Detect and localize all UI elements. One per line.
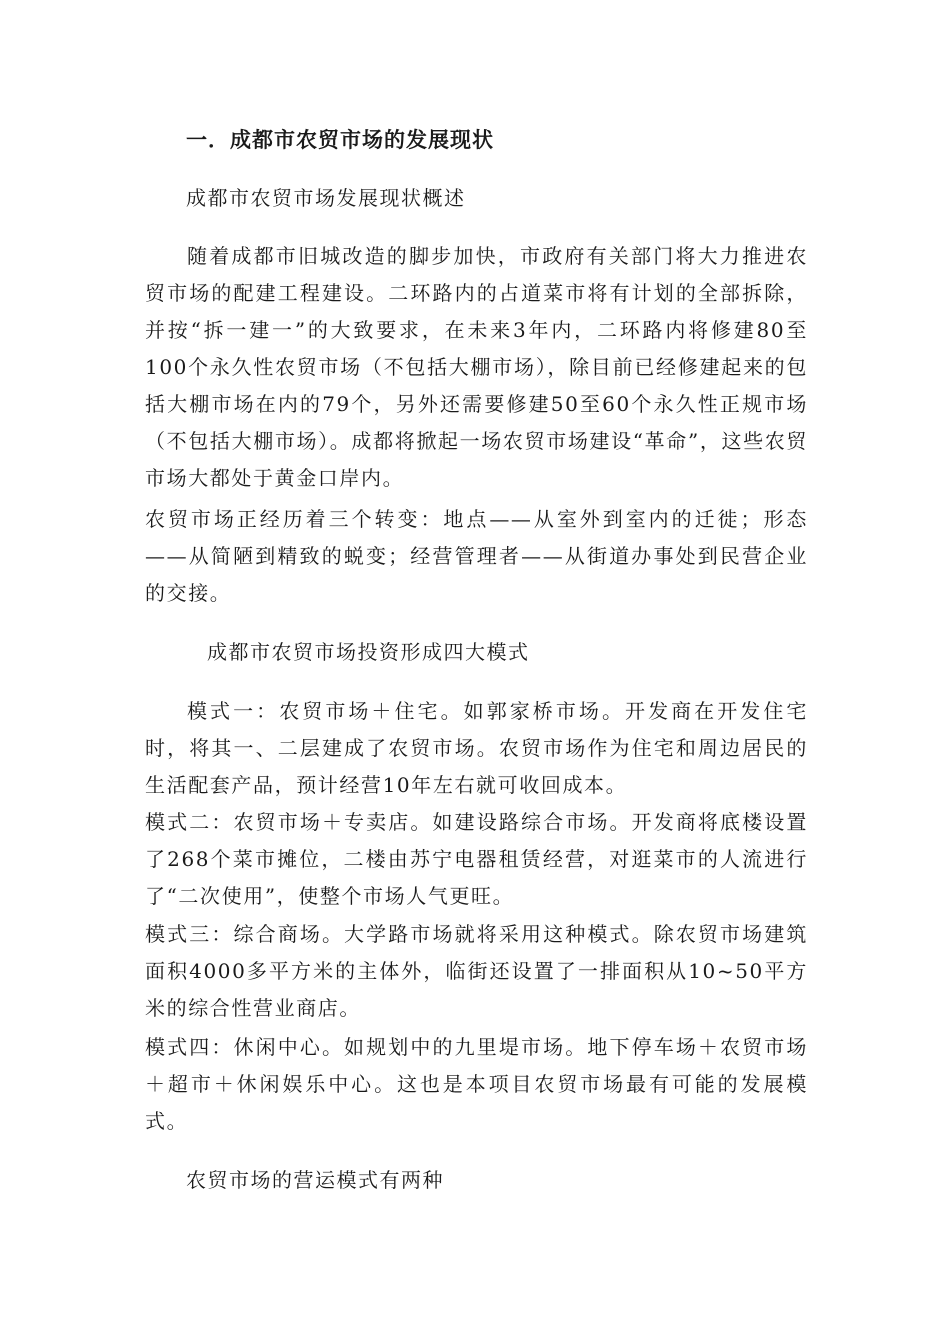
model-3-paragraph: 模式三：综合商场。大学路市场就将采用这种模式。除农贸市场建筑面积4000多平方米的主体外，临街还设置了一排面积从10~50平方米的综合性营业商店。 [145,922,808,1020]
model-1-paragraph: 模式一：农贸市场＋住宅。如郭家桥市场。开发商在开发住宅时，将其一、二层建成了农贸市场。农贸市场作为住宅和周边居民的生活配套产品，预计经营10年左右就可收回成本。 [145,699,808,797]
overview-subtitle: 成都市农贸市场发展现状概述 [186,186,466,210]
model-4-paragraph: 模式四：休闲中心。如规划中的九里堤市场。地下停车场＋农贸市场＋超市＋休闲娱乐中心。这也是本项目农贸市场最有可能的发展模式。 [145,1035,808,1133]
models-subtitle: 成都市农贸市场投资形成四大模式 [207,640,530,664]
operations-subtitle: 农贸市场的营运模式有两种 [186,1168,444,1192]
model-2-paragraph: 模式二：农贸市场＋专卖店。如建设路综合市场。开发商将底楼设置了268个菜市摊位，二楼由苏宁电器租赁经营，对逛菜市的人流进行了“二次使用”，使整个市场人气更旺。 [145,810,808,908]
section-heading: 一．成都市农贸市场的发展现状 [186,127,494,152]
overview-paragraph-2: 农贸市场正经历着三个转变：地点——从室外到室内的迁徙；形态——从简陋到精致的蜕变；经营管理者——从街道办事处到民营企业的交接。 [145,507,808,605]
overview-paragraph-1: 随着成都市旧城改造的脚步加快，市政府有关部门将大力推进农贸市场的配建工程建设。二环路内的占道菜市将有计划的全部拆除，并按“拆一建一”的大致要求，在未来3年内，二环路内将修建80至100个永久性农贸市场（不包括大棚市场），除目前已经修建起来的包括大棚市场在内的79个，另外还需要修建50至60个永久性正规市场（不包括大棚市场）。成都将掀起一场农贸市场建设“革命”，这些农贸市场大都处于黄金口岸内。 [145,244,808,490]
